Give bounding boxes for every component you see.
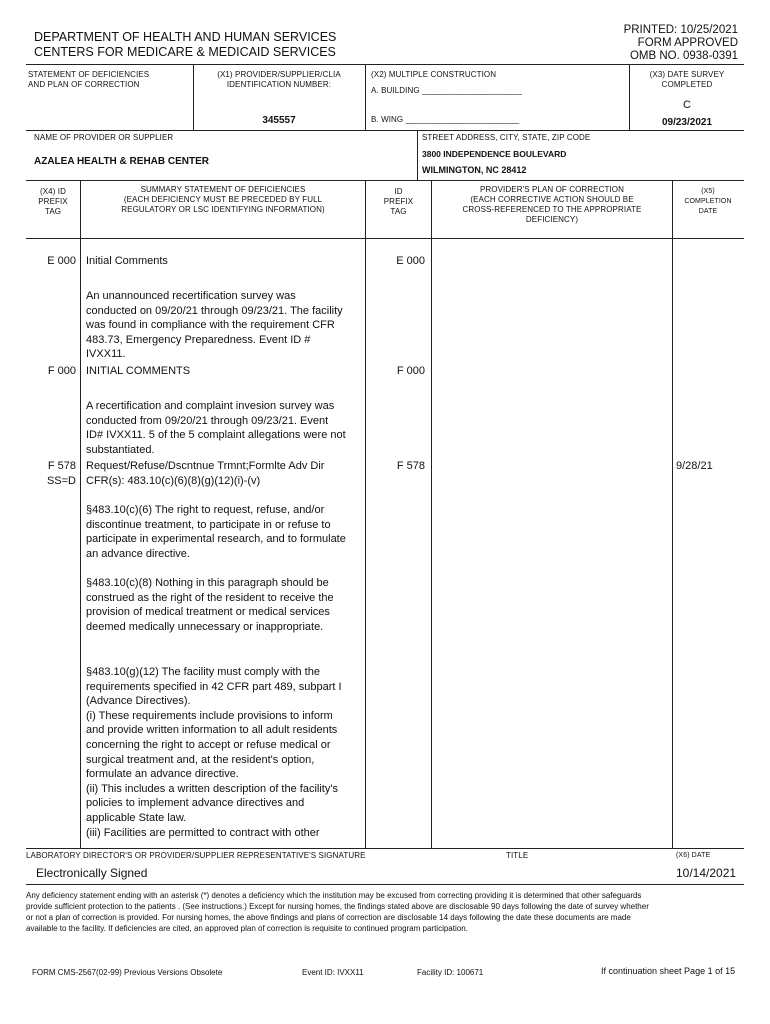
rule xyxy=(365,64,366,130)
survey-code: C xyxy=(683,99,691,111)
scope-severity: SS=D xyxy=(46,475,76,487)
wing-field: B. WING _________________________ xyxy=(371,115,520,124)
f578-paragraph-3: §483.10(g)(12) The facility must comply with the requirements specified in 42 CFR part 489, subpart I (Advance Directives). (i) These requirements include provisions to inform and provide written information to all adult residents concerning the right to accept or refuse medical or surgical treatment and, at the resident's option, formulate an advance directive. (ii) This includes a written description of the facility's policies to implement advance directives and applicable State law. (iii) Facilities are permitted to contract with other xyxy=(86,666,342,839)
rule xyxy=(431,180,432,848)
survey-date: 09/23/2021 xyxy=(661,117,713,128)
signature-value: Electronically Signed xyxy=(36,866,148,880)
x5-header: (X5) COMPLETION DATE xyxy=(684,188,732,215)
tag-e000: E 000 xyxy=(47,255,76,267)
rule xyxy=(629,64,630,130)
x3-label: (X3) DATE SURVEY COMPLETED xyxy=(649,70,725,89)
rule xyxy=(26,884,744,885)
event-id: Event ID: IVXX11 xyxy=(302,968,364,977)
x2-label: (X2) MULTIPLE CONSTRUCTION xyxy=(371,70,497,79)
title-label: TITLE xyxy=(506,851,529,860)
rule xyxy=(80,180,81,848)
x1-label: (X1) PROVIDER/SUPPLIER/CLIA IDENTIFICATION NUMBER: xyxy=(217,70,341,89)
f578-completion-date: 9/28/21 xyxy=(676,460,713,472)
id-e000: E 000 xyxy=(396,255,425,267)
agency-header xyxy=(34,30,336,60)
page-indicator: If continuation sheet Page 1 of 15 xyxy=(601,966,736,976)
f000-title: INITIAL COMMENTS xyxy=(86,365,191,377)
id-header: ID PREFIX TAG xyxy=(383,187,414,216)
building-field: A. BUILDING ______________________ xyxy=(371,86,523,95)
f578-paragraph-1: §483.10(c)(6) The right to request, refuse, and/or discontinue treatment, to participate in or refuse to participate in experimental research, and to formulate an advance directive. xyxy=(86,504,346,560)
signature-label: LABORATORY DIRECTOR'S OR PROVIDER/SUPPLIER REPRESENTATIVE'S SIGNATURE xyxy=(26,851,366,860)
disclaimer-text: Any deficiency statement ending with an asterisk (*) denotes a deficiency which the institution may be excused from correcting providing it is determined that other safeguards provide sufficient protection to the patients . (See instructions.) Except for nursing homes, the findings stated above are disclosable 90 days following the date of survey whether or not a plan of correction is provided. For nursing homes, the above findings and plans of correction are disclosable 14 days following the date these documents are made available to the facility. If deficiencies are cited, an approved plan of correction is requisite to continued program participation. xyxy=(26,891,649,933)
cms-name: CENTERS FOR MEDICARE & MEDICAID SERVICES xyxy=(34,45,336,59)
date-label: (X6) DATE xyxy=(676,852,711,859)
omb-number: OMB NO. 0938-0391 xyxy=(629,50,738,62)
f000-paragraph: A recertification and complaint invesion survey was conducted from 09/20/21 through 09/23/21. Event ID# IVXX11. 5 of the 5 complaint allegations were not substantiated. xyxy=(86,400,346,456)
rule xyxy=(365,180,366,848)
plan-header: PROVIDER'S PLAN OF CORRECTION (EACH CORRECTIVE ACTION SHOULD BE CROSS-REFERENCED TO THE APPROPRIATE DEFICIENCY) xyxy=(462,185,642,224)
statement-label: STATEMENT OF DEFICIENCIES AND PLAN OF CORRECTION xyxy=(28,70,150,89)
id-f578: F 578 xyxy=(396,460,425,472)
form-number: FORM CMS-2567(02-99) Previous Versions Obsolete xyxy=(32,968,223,977)
rule xyxy=(26,848,744,849)
summary-header: SUMMARY STATEMENT OF DEFICIENCIES (EACH DEFICIENCY MUST BE PRECEDED BY FULL REGULATORY OR LSC IDENTIFYING INFORMATION) xyxy=(121,185,325,214)
signature-date: 10/14/2021 xyxy=(676,866,737,880)
provider-name: AZALEA HEALTH & REHAB CENTER xyxy=(34,156,209,167)
provider-id: 345557 xyxy=(262,115,296,126)
id-f000: F 000 xyxy=(396,365,425,377)
tag-f000: F 000 xyxy=(47,365,76,377)
tag-f578: F 578 xyxy=(47,460,76,472)
dept-name: DEPARTMENT OF HEALTH AND HUMAN SERVICES xyxy=(34,30,337,44)
form-status xyxy=(624,24,738,63)
rule xyxy=(672,180,673,848)
address-label: STREET ADDRESS, CITY, STATE, ZIP CODE xyxy=(422,133,591,142)
street-address: 3800 INDEPENDENCE BOULEVARD xyxy=(422,149,567,159)
e000-paragraph: An unannounced recertification survey was conducted on 09/20/21 through 09/23/21. The facility was found in compliance with the requirement CFR 483.73, Emergency Preparedness. Event ID # IVXX11. xyxy=(86,290,343,361)
f578-cfr: CFR(s): 483.10(c)(6)(8)(g)(12)(i)-(v) xyxy=(86,475,261,487)
rule xyxy=(26,130,744,131)
rule xyxy=(26,180,744,181)
e000-title: Initial Comments xyxy=(86,255,168,267)
x4-header: (X4) ID PREFIX TAG xyxy=(38,187,68,216)
rule xyxy=(26,238,744,239)
rule xyxy=(26,64,744,65)
city-state-zip: WILMINGTON, NC 28412 xyxy=(422,165,527,175)
form-approved: FORM APPROVED xyxy=(637,37,738,49)
f578-title: Request/Refuse/Dscntnue Trmnt;Formlte Adv Dir xyxy=(86,460,325,472)
f578-paragraph-2: §483.10(c)(8) Nothing in this paragraph should be construed as the right of the resident to receive the provision of medical treatment or medical services deemed medically unnecessary or inappropriate. xyxy=(86,577,334,633)
facility-id: Facility ID: 100671 xyxy=(417,968,484,977)
printed-date: PRINTED: 10/25/2021 xyxy=(623,24,738,36)
rule xyxy=(417,130,418,180)
provider-name-label: NAME OF PROVIDER OR SUPPLIER xyxy=(34,133,174,142)
rule xyxy=(193,64,194,130)
